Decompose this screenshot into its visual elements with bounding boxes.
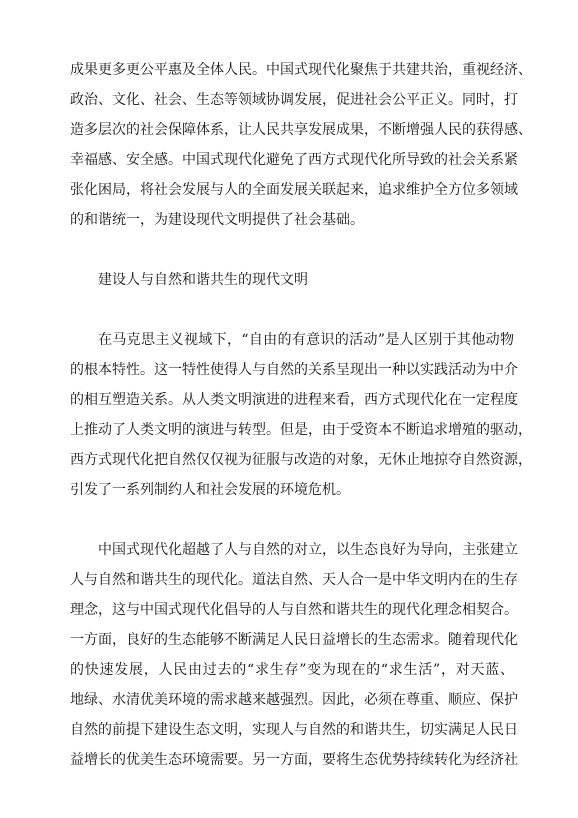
paragraph-2-line-3: 的相互塑造关系。从人类文明演进的进程来看，西方式现代化在一定程度 <box>70 392 518 408</box>
paragraph-3-line-1: 中国式现代化超越了人与自然的对立，以生态良好为导向，主张建立 <box>98 542 518 558</box>
paragraph-3-line-5: 的快速发展，人民由过去的“求生存”变为现在的“求生活”，对天蓝、 <box>70 662 514 678</box>
paragraph-3-line-6: 地绿、水清优美环境的需求越来越强烈。因此，必须在尊重、顺应、保护 <box>70 692 518 708</box>
paragraph-2-line-2: 的根本特性。这一特性使得人与自然的关系呈现出一种以实践活动为中介 <box>70 362 518 378</box>
paragraph-3-line-2: 人与自然和谐共生的现代化。道法自然、天人合一是中华文明内在的生存 <box>70 572 518 588</box>
paragraph-1-line-2: 政治、文化、社会、生态等领域协调发展，促进社会公平正义。同时，打 <box>70 92 518 108</box>
paragraph-2-line-4: 上推动了人类文明的演进与转型。但是，由于受资本不断追求增殖的驱动， <box>70 422 532 438</box>
paragraph-1-line-4: 幸福感、安全感。中国式现代化避免了西方式现代化所导致的社会关系紧 <box>70 152 518 168</box>
paragraph-3-line-3: 理念，这与中国式现代化倡导的人与自然和谐共生的现代化理念相契合。 <box>70 602 518 618</box>
paragraph-3-line-4: 一方面，良好的生态能够不断满足人民日益增长的生态需求。随着现代化 <box>70 632 518 648</box>
paragraph-1-line-5: 张化困局，将社会发展与人的全面发展关联起来，追求维护全方位多领域 <box>70 182 518 198</box>
paragraph-2-line-6: 引发了一系列制约人和社会发展的环境危机。 <box>70 482 350 498</box>
paragraph-3-line-7: 自然的前提下建设生态文明，实现人与自然的和谐共生，切实满足人民日 <box>70 722 518 738</box>
paragraph-2-line-1: 在马克思主义视域下，“自由的有意识的活动”是人区别于其他动物 <box>98 332 514 348</box>
section-heading: 建设人与自然和谐共生的现代文明 <box>98 272 308 288</box>
paragraph-2-line-5: 西方式现代化把自然仅仅视为征服与改造的对象，无休止地掠夺自然资源， <box>70 452 532 468</box>
paragraph-1-line-6: 的和谐统一，为建设现代文明提供了社会基础。 <box>70 212 364 228</box>
paragraph-1-line-1: 成果更多更公平惠及全体人民。中国式现代化聚焦于共建共治，重视经济、 <box>70 62 532 78</box>
paragraph-3-line-8: 益增长的优美生态环境需要。另一方面，要将生态优势持续转化为经济社 <box>70 752 518 768</box>
paragraph-1-line-3: 造多层次的社会保障体系，让人民共享发展成果，不断增强人民的获得感、 <box>70 122 532 138</box>
